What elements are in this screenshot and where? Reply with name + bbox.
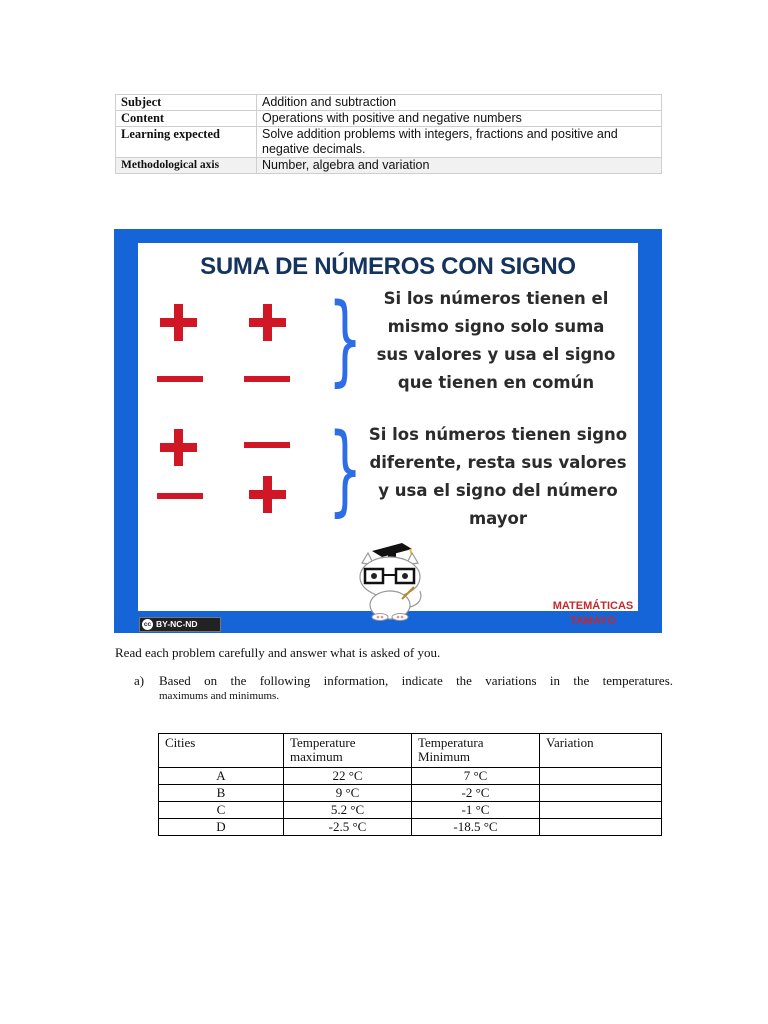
minus-sign-icon xyxy=(244,376,290,382)
minus-sign-icon xyxy=(244,442,290,448)
table-row xyxy=(159,785,662,802)
variation-cell[interactable] xyxy=(540,802,662,819)
info-row-subject xyxy=(116,95,662,111)
brace-icon: } xyxy=(328,283,363,397)
info-value: Number, algebra and variation xyxy=(257,158,662,174)
minus-sign-icon xyxy=(157,493,203,499)
question-letter: a) xyxy=(134,673,145,688)
city-cell: D xyxy=(159,819,284,836)
info-row-content xyxy=(116,111,662,127)
info-key: Content xyxy=(116,111,257,127)
brand-label xyxy=(538,599,648,629)
table-row xyxy=(159,819,662,836)
instruction-text: Read each problem carefully and answer what is asked of you. xyxy=(115,645,441,660)
variation-cell[interactable] xyxy=(540,785,662,802)
poster-image xyxy=(114,229,662,633)
info-value: Operations with positive and negative numbers xyxy=(257,111,662,127)
question-text-continued: maximums and minimums. xyxy=(159,690,280,702)
city-cell: C xyxy=(159,802,284,819)
info-value: Solve addition problems with integers, fractions and positive and negative decimals. xyxy=(257,127,662,158)
poster-panel xyxy=(138,243,638,629)
rule-different-sign: Si los números tienen signo diferente, resta sus valores y usa el signo del número mayor xyxy=(368,425,628,528)
info-value: Addition and subtraction xyxy=(257,95,662,111)
plus-sign-icon xyxy=(160,429,197,466)
column-header: Temperatura Minimum xyxy=(412,734,540,768)
info-key: Methodological axis xyxy=(116,158,257,174)
min-temp-cell: -18.5 °C xyxy=(412,819,540,836)
brace-icon: } xyxy=(328,413,363,527)
table-row xyxy=(159,802,662,819)
minus-sign-icon xyxy=(157,376,203,382)
column-header: Variation xyxy=(540,734,662,768)
info-row-learning xyxy=(116,127,662,158)
variation-cell[interactable] xyxy=(540,768,662,785)
min-temp-cell: -2 °C xyxy=(412,785,540,802)
plus-sign-icon xyxy=(160,304,197,341)
creative-commons-icon: cc xyxy=(143,621,152,628)
plus-sign-icon xyxy=(249,304,286,341)
info-table xyxy=(115,94,662,174)
max-temp-cell: 9 °C xyxy=(284,785,412,802)
brand-line-2: TAMAYO xyxy=(570,615,616,627)
license-badge xyxy=(139,617,221,632)
plus-sign-icon xyxy=(249,476,286,513)
table-row xyxy=(159,768,662,785)
city-cell: B xyxy=(159,785,284,802)
min-temp-cell: -1 °C xyxy=(412,802,540,819)
column-header: Temperature maximum xyxy=(284,734,412,768)
variation-cell[interactable] xyxy=(540,819,662,836)
brand-line-1: MATEMÁTICAS xyxy=(552,600,634,612)
city-cell: A xyxy=(159,768,284,785)
cat-mascot-icon xyxy=(350,533,430,621)
column-header: Cities xyxy=(159,734,284,768)
question-text: Based on the following information, indicate the variations in the temperatures. xyxy=(159,673,673,688)
poster-title: SUMA DE NÚMEROS CON SIGNO xyxy=(200,253,576,280)
info-key: Learning expected xyxy=(116,127,257,158)
max-temp-cell: 22 °C xyxy=(284,768,412,785)
info-row-axis xyxy=(116,158,662,174)
temperature-table xyxy=(158,733,662,836)
table-header-row xyxy=(159,734,662,768)
info-key: Subject xyxy=(116,95,257,111)
min-temp-cell: 7 °C xyxy=(412,768,540,785)
license-text: BY-NC-ND xyxy=(156,619,198,629)
max-temp-cell: 5.2 °C xyxy=(284,802,412,819)
max-temp-cell: -2.5 °C xyxy=(284,819,412,836)
rule-same-sign: Si los números tienen el mismo signo solo suma sus valores y usa el signo que tienen en común xyxy=(376,289,616,392)
